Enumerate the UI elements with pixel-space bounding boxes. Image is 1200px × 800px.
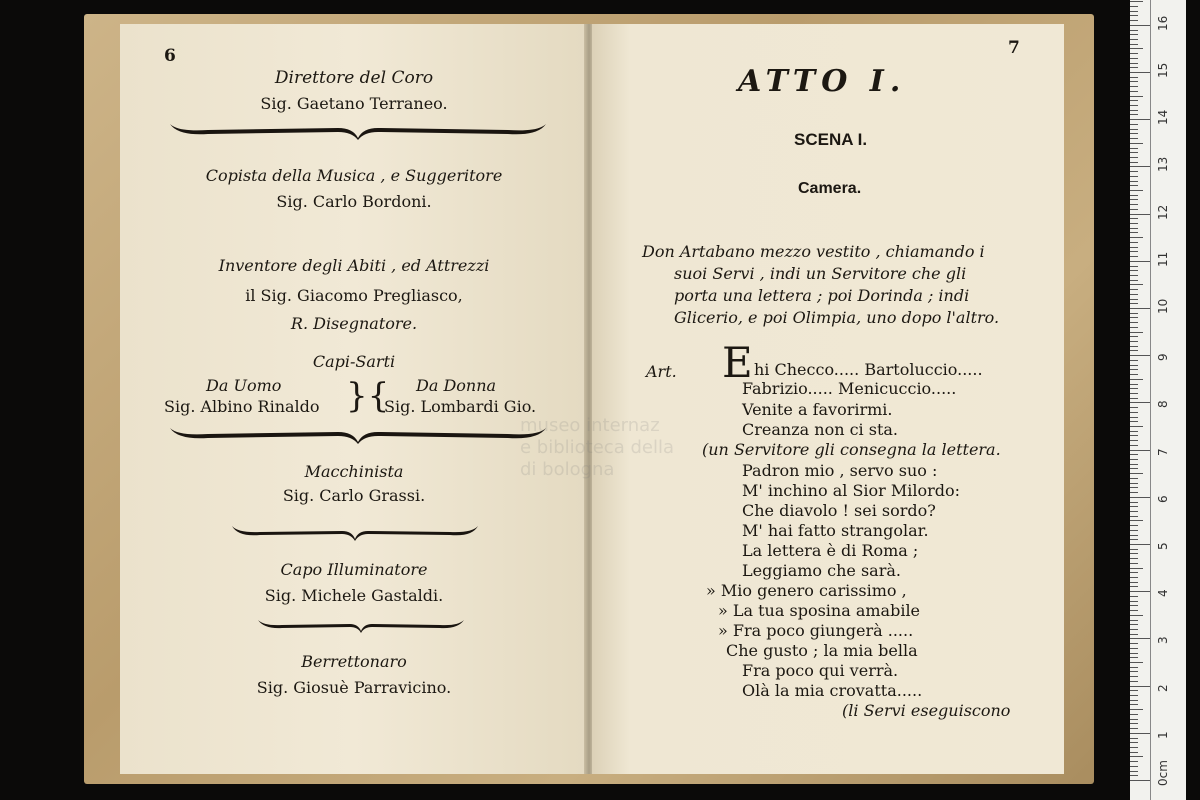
ruler-tick	[1130, 72, 1150, 73]
ruler-tick	[1130, 289, 1138, 290]
ruler-tick	[1130, 365, 1138, 366]
verse-line: Venite a favorirmi.	[742, 400, 893, 419]
inventore-role: R. Disegnatore.	[290, 314, 418, 333]
ruler-tick	[1130, 393, 1138, 394]
right-page	[592, 24, 1064, 774]
uomo-title: Da Uomo	[206, 376, 282, 395]
ruler-tick	[1130, 374, 1138, 375]
ruler-tick	[1130, 671, 1138, 672]
stage-direction-line-2: suoi Servi , indi un Servitore che gli	[674, 264, 967, 283]
ruler-tick	[1130, 549, 1138, 550]
brace-divider: }{	[346, 376, 390, 416]
verse-line-first: hi Checco..... Bartoluccio.....	[754, 360, 983, 379]
ruler-tick	[1130, 39, 1138, 40]
ruler-label: 3	[1156, 636, 1170, 645]
ruler-label: 15	[1156, 62, 1170, 78]
ruler-tick	[1130, 176, 1138, 177]
ruler-label: 13	[1156, 157, 1170, 173]
ruler-tick	[1130, 166, 1150, 167]
ruler-tick	[1130, 157, 1138, 158]
ruler-tick	[1130, 454, 1138, 455]
ruler-tick	[1130, 629, 1138, 630]
donna-name: Sig. Lombardi Gio.	[384, 397, 537, 416]
inventore-name: il Sig. Giacomo Pregliasco,	[245, 286, 463, 305]
inventore-title: Inventore degli Abiti , ed Attrezzi	[218, 256, 490, 275]
ruler-tick	[1130, 638, 1150, 639]
verse-line: Leggiamo che sarà.	[742, 561, 901, 580]
ruler-tick	[1130, 483, 1138, 484]
ruler-tick	[1130, 681, 1138, 682]
ruler-tick	[1130, 199, 1138, 200]
ruler-tick	[1130, 686, 1150, 687]
ruler-tick	[1130, 152, 1138, 153]
ruler-tick	[1130, 525, 1138, 526]
ruler-tick	[1130, 610, 1138, 611]
ruler-tick	[1130, 558, 1138, 559]
ruler-tick	[1130, 468, 1138, 469]
verse-line: Fabrizio..... Menicuccio.....	[742, 379, 957, 398]
ruler-tick	[1130, 572, 1138, 573]
ruler-tick	[1130, 704, 1138, 705]
ruler-tick	[1130, 775, 1138, 776]
ruler-tick	[1130, 620, 1138, 621]
ruler-tick	[1130, 346, 1138, 347]
verse-line: Fra poco qui verrà.	[742, 661, 899, 680]
ruler-tick	[1130, 322, 1138, 323]
ruler-label: 11	[1156, 251, 1170, 267]
ruler-tick	[1130, 426, 1143, 427]
ruler-tick	[1130, 747, 1138, 748]
ruler-tick	[1130, 563, 1138, 564]
ruler-tick	[1130, 63, 1138, 64]
verse-line: » Mio genero carissimo ,	[706, 581, 907, 600]
ruler-tick	[1130, 752, 1138, 753]
ruler-tick	[1130, 780, 1150, 781]
verse-line: Che diavolo ! sei sordo?	[742, 501, 936, 520]
ruler-tick	[1130, 577, 1138, 578]
ruler-tick	[1130, 445, 1138, 446]
ruler-tick	[1130, 591, 1150, 592]
donna-title: Da Donna	[416, 376, 497, 395]
ruler-tick	[1130, 417, 1138, 418]
ruler-tick	[1130, 742, 1138, 743]
copista-title: Copista della Musica , e Suggeritore	[205, 166, 503, 185]
ruler-tick	[1130, 299, 1138, 300]
ruler-tick	[1130, 733, 1150, 734]
ruler-tick	[1130, 402, 1150, 403]
ruler-tick	[1130, 242, 1138, 243]
ruler-tick	[1130, 133, 1138, 134]
ruler-tick	[1130, 341, 1138, 342]
ruler-tick	[1130, 653, 1138, 654]
ruler-tick	[1130, 766, 1138, 767]
ruler-label: 1	[1156, 731, 1170, 739]
verse-line: M' hai fatto strangolar.	[742, 521, 929, 540]
ruler-tick	[1130, 148, 1138, 149]
ruler-tick	[1130, 667, 1138, 668]
ruler-tick	[1130, 48, 1143, 49]
ruler-tick	[1130, 568, 1143, 569]
ruler-tick	[1130, 266, 1138, 267]
verse-line: Olà la mia crovatta.....	[742, 681, 923, 700]
ruler-tick	[1130, 487, 1138, 488]
ruler-tick	[1130, 539, 1138, 540]
ruler-tick	[1130, 464, 1138, 465]
ruler-tick	[1130, 535, 1138, 536]
ruler-tick	[1130, 119, 1150, 120]
ruler-tick	[1130, 520, 1143, 521]
ruler-tick	[1130, 379, 1143, 380]
ruler-tick	[1130, 30, 1138, 31]
ruler-tick	[1130, 714, 1138, 715]
coro-title: Direttore del Coro	[274, 68, 434, 88]
ruler-tick	[1130, 605, 1138, 606]
ruler-tick	[1130, 195, 1138, 196]
ruler-tick	[1130, 232, 1138, 233]
ruler-tick	[1130, 771, 1138, 772]
ruler-tick	[1130, 553, 1138, 554]
ruler-label: 0cm	[1156, 760, 1170, 786]
ruler-tick	[1130, 209, 1138, 210]
page-number-left: 6	[164, 46, 176, 66]
ruler-tick	[1130, 129, 1138, 130]
ruler-tick	[1130, 586, 1138, 587]
ruler-tick	[1130, 350, 1138, 351]
stage-direction-line-4: Glicerio, e poi Olimpia, uno dopo l'altro.	[674, 308, 1000, 327]
ruler-tick	[1130, 388, 1138, 389]
watermark-line: e biblioteca della	[520, 437, 674, 458]
berrettonaro-name: Sig. Giosuè Parravicino.	[256, 678, 452, 697]
ruler-label: 5	[1156, 542, 1170, 550]
ruler-label: 8	[1156, 400, 1170, 409]
stage-direction-inline: (li Servi eseguiscono	[842, 701, 1011, 720]
ruler-tick	[1130, 53, 1138, 54]
ruler-tick	[1130, 596, 1138, 597]
verse-line: Creanza non ci sta.	[742, 420, 899, 439]
ruler-tick	[1130, 459, 1138, 460]
ruler-line	[1150, 0, 1151, 800]
ruler-tick	[1130, 719, 1138, 720]
ruler-tick	[1130, 25, 1150, 26]
verse-line: M' inchino al Sior Milordo:	[742, 481, 961, 500]
watermark-line: di bologna	[520, 459, 615, 480]
ruler-tick	[1130, 228, 1138, 229]
ruler-tick	[1130, 369, 1138, 370]
ruler-tick	[1130, 497, 1150, 498]
ruler-tick	[1130, 44, 1138, 45]
ruler-tick	[1130, 601, 1138, 602]
ruler-tick	[1130, 398, 1138, 399]
ruler-tick	[1130, 124, 1138, 125]
watermark	[520, 415, 674, 481]
ruler-tick	[1130, 190, 1143, 191]
ruler-tick	[1130, 67, 1138, 68]
ruler-tick	[1130, 313, 1138, 314]
ruler-tick	[1130, 511, 1138, 512]
scene-title: SCENA I.	[794, 130, 868, 149]
ruler-tick	[1130, 20, 1138, 21]
ruler-tick	[1130, 709, 1143, 710]
ruler-tick	[1130, 761, 1138, 762]
ruler-tick	[1130, 728, 1138, 729]
ruler-tick	[1130, 676, 1138, 677]
ruler-tick	[1130, 421, 1138, 422]
stage-direction-inline: (un Servitore gli consegna la lettera.	[702, 440, 1001, 459]
ruler-tick	[1130, 256, 1138, 257]
ruler-tick	[1130, 440, 1138, 441]
ruler-tick	[1130, 171, 1138, 172]
ruler-tick	[1130, 506, 1138, 507]
verse-line: Che gusto ; la mia bella	[726, 641, 918, 660]
ruler-tick	[1130, 690, 1138, 691]
ruler-tick	[1130, 492, 1138, 493]
ruler-tick	[1130, 86, 1138, 87]
ruler-tick	[1130, 284, 1143, 285]
illuminatore-title: Capo Illuminatore	[280, 560, 428, 579]
ruler-tick	[1130, 473, 1143, 474]
ruler-tick	[1130, 143, 1143, 144]
ruler-tick	[1130, 247, 1138, 248]
ruler-tick	[1130, 114, 1138, 115]
act-title: ATTO I.	[738, 64, 907, 99]
verse-line: Padron mio , servo suo :	[742, 461, 938, 480]
ruler-tick	[1130, 431, 1138, 432]
ruler-tick	[1130, 15, 1138, 16]
ruler-tick	[1130, 695, 1138, 696]
ruler-tick	[1130, 181, 1138, 182]
ruler-tick	[1130, 450, 1150, 451]
ornamental-rule-3	[230, 522, 480, 542]
ruler-label: 14	[1156, 109, 1170, 126]
ruler-label: 2	[1156, 683, 1170, 692]
ruler-tick	[1130, 615, 1143, 616]
page-number-right: 7	[1008, 38, 1020, 58]
ruler-tick	[1130, 6, 1138, 7]
ruler-tick	[1130, 77, 1138, 78]
ruler-tick	[1130, 214, 1150, 215]
ruler-tick	[1130, 336, 1138, 337]
ruler-tick	[1130, 81, 1138, 82]
verse-line: La lettera è di Roma ;	[742, 541, 919, 560]
left-page	[120, 24, 588, 774]
ruler-tick	[1130, 516, 1138, 517]
ruler-tick	[1130, 530, 1138, 531]
ruler-label: 12	[1156, 204, 1170, 220]
ruler-tick	[1130, 738, 1138, 739]
ruler-label: 7	[1156, 447, 1170, 456]
watermark-line: museo internaz	[520, 415, 660, 436]
ruler-tick	[1130, 544, 1150, 545]
ruler-tick	[1130, 412, 1138, 413]
ruler-tick	[1130, 237, 1143, 238]
ruler-tick	[1130, 105, 1138, 106]
ruler-tick	[1130, 662, 1143, 663]
ruler-tick	[1130, 502, 1138, 503]
ruler-tick	[1130, 58, 1138, 59]
uomo-name: Sig. Albino Rinaldo	[164, 397, 320, 416]
ruler-tick	[1130, 308, 1150, 309]
ruler-tick	[1130, 1, 1143, 2]
verse-line: » La tua sposina amabile	[718, 601, 921, 620]
ruler-tick	[1130, 478, 1138, 479]
verse-line: » Fra poco giungerà .....	[718, 621, 914, 640]
ruler-tick	[1130, 204, 1138, 205]
ruler-label: 9	[1156, 353, 1170, 362]
ruler-tick	[1130, 700, 1138, 701]
ruler-tick	[1130, 96, 1143, 97]
ruler-tick	[1130, 657, 1138, 658]
ruler-tick	[1130, 317, 1138, 318]
ruler-tick	[1130, 275, 1138, 276]
ruler-tick	[1130, 162, 1138, 163]
ruler-tick	[1130, 34, 1138, 35]
ruler-tick	[1130, 756, 1143, 757]
measurement-ruler	[1130, 0, 1186, 800]
ruler-tick	[1130, 270, 1138, 271]
ornamental-rule-2	[168, 422, 548, 446]
ruler-tick	[1130, 407, 1138, 408]
ruler-tick	[1130, 11, 1138, 12]
ruler-tick	[1130, 624, 1138, 625]
illuminatore-name: Sig. Michele Gastaldi.	[264, 586, 444, 605]
ruler-tick	[1130, 723, 1138, 724]
ruler-tick	[1130, 138, 1138, 139]
ornamental-rule	[168, 118, 548, 142]
ruler-tick	[1130, 261, 1150, 262]
ruler-tick	[1130, 634, 1138, 635]
ruler-tick	[1130, 384, 1138, 385]
ruler-tick	[1130, 643, 1138, 644]
speaker-label: Art.	[646, 362, 677, 381]
ruler-label: 10	[1156, 298, 1170, 314]
ruler-tick	[1130, 582, 1138, 583]
ruler-label: 4	[1156, 589, 1170, 598]
ruler-tick	[1130, 185, 1138, 186]
ruler-tick	[1130, 218, 1138, 219]
ruler-tick	[1130, 360, 1138, 361]
macchinista-name: Sig. Carlo Grassi.	[282, 486, 426, 505]
ruler-tick	[1130, 110, 1138, 111]
ruler-label: 16	[1156, 15, 1170, 31]
drop-cap: E	[722, 338, 753, 387]
ruler-tick	[1130, 435, 1138, 436]
ruler-tick	[1130, 251, 1138, 252]
ruler-tick	[1130, 280, 1138, 281]
capisarti-title: Capi-Sarti	[312, 352, 396, 371]
coro-name: Sig. Gaetano Terraneo.	[260, 94, 448, 113]
macchinista-title: Macchinista	[304, 462, 404, 481]
ruler-tick	[1130, 648, 1138, 649]
ornamental-rule-4	[256, 616, 466, 634]
berrettonaro-title: Berrettonaro	[301, 652, 407, 671]
stage-direction-line-1: Don Artabano mezzo vestito , chiamando i	[642, 242, 985, 261]
ruler-tick	[1130, 91, 1138, 92]
scene-setting: Camera.	[798, 180, 862, 197]
ruler-tick	[1130, 100, 1138, 101]
ruler-tick	[1130, 294, 1138, 295]
ruler-tick	[1130, 223, 1138, 224]
ruler-tick	[1130, 303, 1138, 304]
stage-direction-line-3: porta una lettera ; poi Dorinda ; indi	[674, 286, 970, 305]
copista-name: Sig. Carlo Bordoni.	[276, 192, 432, 211]
ruler-label: 6	[1156, 495, 1170, 503]
ruler-tick	[1130, 332, 1143, 333]
ruler-tick	[1130, 355, 1150, 356]
ruler-tick	[1130, 327, 1138, 328]
